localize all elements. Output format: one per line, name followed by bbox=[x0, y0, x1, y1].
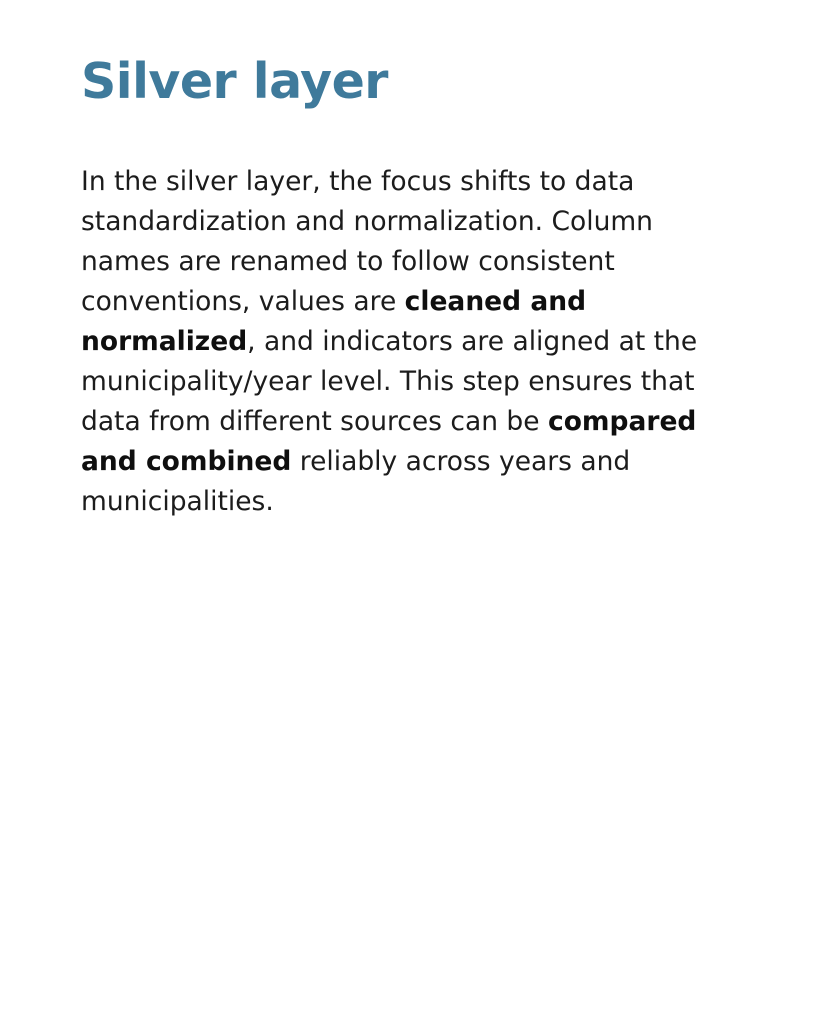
page-title: Silver layer bbox=[81, 53, 388, 110]
emphasis-text: compared and combined bbox=[81, 406, 697, 478]
document-content bbox=[81, 54, 721, 522]
emphasis-text: cleaned and normalized bbox=[81, 286, 587, 358]
body-paragraph: In the silver layer, the focus shifts to data standardization and normalization. Column names are renamed to follow consistent conventions, values are cleaned and normalized, and indicators are aligned at the municipality/year level. This step ensures that data from different sources can be compared and combined reliably across years and municipalities. bbox=[81, 166, 698, 518]
